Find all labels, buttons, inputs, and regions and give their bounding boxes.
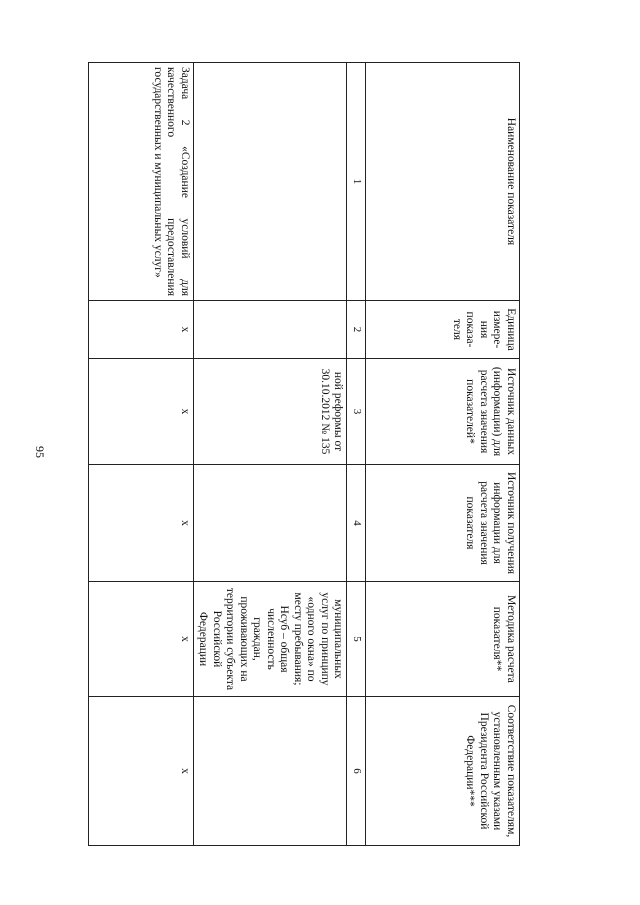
continuation-info-source bbox=[194, 465, 348, 582]
task-info-source: x bbox=[89, 465, 194, 582]
task-unit: x bbox=[89, 301, 194, 359]
rotated-content bbox=[99, 62, 520, 845]
column-number: 3 bbox=[347, 359, 366, 465]
column-number: 2 bbox=[347, 301, 366, 359]
header-info-source: Источник получения информации для расчета значения показателя bbox=[366, 465, 520, 582]
header-indicator-name: Наименование показателя bbox=[366, 63, 520, 301]
task-methodology: x bbox=[89, 582, 194, 697]
continuation-data-source: ной реформы от 30.10.2012 № 135 bbox=[194, 359, 348, 465]
column-number: 6 bbox=[347, 697, 366, 846]
header-row bbox=[366, 63, 520, 846]
rotated-page bbox=[99, 62, 520, 845]
header-decree-compliance: Соответствие показателям, установленным указами Президента Российской Федерации*** bbox=[366, 697, 520, 846]
column-number: 4 bbox=[347, 465, 366, 582]
column-numbers-row bbox=[347, 63, 366, 846]
continuation-row bbox=[194, 63, 348, 846]
column-number: 1 bbox=[347, 63, 366, 301]
header-data-source: Источник данных (информации) для расчета значения показателей* bbox=[366, 359, 520, 465]
continuation-decree-compliance bbox=[194, 697, 348, 846]
task-decree-compliance: x bbox=[89, 697, 194, 846]
task-row bbox=[89, 63, 194, 846]
continuation-methodology: муниципальных услуг по принципу «одного окна» по месту пребывания; Нсуб – общая численность граждан, проживающих на территории субъекта Российской Федерации bbox=[194, 582, 348, 697]
task-name: Задача 2 «Создание условий для качественного предоставления государственных и муниципальных услуг» bbox=[89, 63, 194, 301]
task-data-source: x bbox=[89, 359, 194, 465]
column-number: 5 bbox=[347, 582, 366, 697]
page-number: 95 bbox=[33, 446, 47, 458]
continuation-indicator-name bbox=[194, 63, 348, 301]
header-unit: Единица измере-ния показа-теля bbox=[366, 301, 520, 359]
header-methodology: Методика расчета показателя** bbox=[366, 582, 520, 697]
indicators-table bbox=[88, 62, 520, 846]
continuation-unit bbox=[194, 301, 348, 359]
